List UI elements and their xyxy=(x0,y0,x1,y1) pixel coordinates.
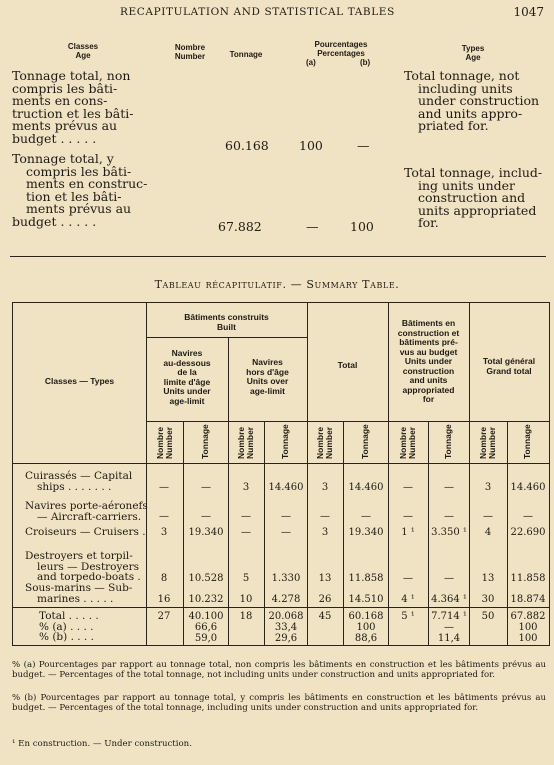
header-grand-total: Total général Grand total xyxy=(482,356,536,376)
table-cell: — xyxy=(201,482,211,493)
table-cell: — xyxy=(523,511,533,522)
totals-cell: 45 xyxy=(318,611,332,622)
table-cell: 26 xyxy=(318,594,332,605)
totals-cell: 100 xyxy=(518,622,538,633)
table-cell: — xyxy=(361,511,371,522)
subheader-tonnage: Tonnage xyxy=(442,424,453,459)
totals-cell: — xyxy=(444,622,454,633)
totals-cell: 11,4 xyxy=(437,633,461,644)
summary-table xyxy=(12,302,550,646)
header-under-age: Navires au-dessous de la limite d'âge Units under age-limit xyxy=(163,348,211,406)
table-cell: — xyxy=(403,573,413,584)
row-label: Destroyers et torpil- leurs — Destroyers and torpedo-boats . xyxy=(25,550,141,583)
top-row-2-pct-b: 100 xyxy=(350,219,374,234)
top-header-classes: Classes Age xyxy=(67,42,99,60)
table-cell: 10 xyxy=(239,594,253,605)
table-cell: — xyxy=(281,527,291,538)
table-cell: — xyxy=(159,482,169,493)
table-cell: 3 xyxy=(160,527,168,538)
table-cell: 13 xyxy=(481,573,495,584)
subheader-number: Nombre Number xyxy=(315,426,334,459)
totals-cell: 40.100 xyxy=(188,611,224,622)
table-cell: 3 xyxy=(321,527,329,538)
top-row-1-pct-b: — xyxy=(357,138,370,153)
totals-cell: 67.882 xyxy=(510,611,546,622)
section-divider xyxy=(10,256,546,257)
table-cell: — xyxy=(281,511,291,522)
footnote-a: % (a) Pourcentages par rapport au tonnage total, non compris les bâtiments en construction et les bâtiments prévus au budget. — Percentages of the total tonnage, not including units under construction and units appropriated for. xyxy=(12,660,546,680)
table-cell: 1.330 xyxy=(271,573,301,584)
totals-cell: 59,0 xyxy=(194,633,218,644)
table-cell: 3 xyxy=(321,482,329,493)
header-classes-types: Classes — Types xyxy=(44,376,115,386)
totals-cell: 5 ¹ xyxy=(401,611,415,622)
subheader-number: Nombre Number xyxy=(154,426,174,459)
table-cell: 3 xyxy=(242,482,250,493)
table-cell: 19.340 xyxy=(188,527,224,538)
totals-cell: 100 xyxy=(356,622,376,633)
totals-cell: 66,6 xyxy=(194,622,218,633)
table-cell: — xyxy=(444,573,454,584)
table-cell: 4.278 xyxy=(271,594,301,605)
subheader-number: Nombre Number xyxy=(478,426,497,459)
table-cell: 14.510 xyxy=(348,594,384,605)
summary-title: Tableau récapitulatif. — Summary Table. xyxy=(154,278,400,291)
totals-cell: 29,6 xyxy=(274,633,298,644)
top-row-2-label: Tonnage total, y compris les bâti- ments en construc- tion et les bâti- ments prévus au budget . . . . . xyxy=(12,151,148,229)
totals-cell: 88,6 xyxy=(354,633,378,644)
table-hline xyxy=(146,337,307,338)
page-number: 1047 xyxy=(513,5,544,19)
table-cell: — xyxy=(444,511,454,522)
table-cell: 5 xyxy=(242,573,250,584)
top-header-number: Nombre Number xyxy=(174,43,206,61)
table-cell: 3.350 ¹ xyxy=(431,527,467,538)
table-cell: — xyxy=(444,482,454,493)
top-row-2-english: Total tonnage, includ- ing units under construction and units appropriated for. xyxy=(404,165,543,230)
top-header-tonnage: Tonnage xyxy=(229,50,263,59)
table-cell: 4 xyxy=(484,527,492,538)
table-cell: 4 ¹ xyxy=(401,594,415,605)
table-cell: 19.340 xyxy=(348,527,384,538)
table-cell: 13 xyxy=(318,573,332,584)
table-cell: — xyxy=(403,482,413,493)
footnote-under-construction: ¹ En construction. — Under construction. xyxy=(12,739,192,749)
table-hline xyxy=(146,421,549,422)
table-cell: 10.528 xyxy=(188,573,224,584)
top-row-1-pct-a: 100 xyxy=(299,138,323,153)
row-label: Cuirassés — Capital ships . . . . . . . xyxy=(25,470,133,493)
row-label: Croiseurs — Cruisers . xyxy=(25,526,146,538)
top-header-percentages: Pourcentages Percentages (a) (b) xyxy=(306,40,371,67)
table-cell: — xyxy=(403,511,413,522)
row-label: Sous-marins — Sub- marines . . . . . xyxy=(25,582,133,605)
top-row-1-english: Total tonnage, not including units under construction and units appro- priated for. xyxy=(404,68,540,133)
table-cell: — xyxy=(201,511,211,522)
top-row-1 xyxy=(0,68,554,153)
table-cell: 11.858 xyxy=(348,573,384,584)
table-cell: 3 xyxy=(484,482,492,493)
subheader-number: Nombre Number xyxy=(236,426,255,459)
table-cell: 30 xyxy=(481,594,495,605)
table-cell: 10.232 xyxy=(188,594,224,605)
subheader-tonnage: Tonnage xyxy=(199,424,210,459)
totals-cell: 18 xyxy=(239,611,253,622)
totals-cell: 7.714 ¹ xyxy=(431,611,467,622)
table-hline xyxy=(13,463,549,464)
header-over-age: Navires hors d'âge Units over age-limit xyxy=(246,357,289,396)
totals-label: Total . . . . . % (a) . . . . % (b) . . . . xyxy=(39,610,99,643)
table-cell: 16 xyxy=(157,594,171,605)
subheader-number: Nombre Number xyxy=(398,426,417,459)
table-hline xyxy=(13,607,549,608)
totals-cell: 20.068 xyxy=(268,611,304,622)
footnote-b: % (b) Pourcentages par rapport au tonnage total, y compris les bâtiments en construction et les bâtiments prévus au budget. — Percentages of the total tonnage, including units under construction and units appropriated for. xyxy=(12,693,546,713)
subheader-tonnage: Tonnage xyxy=(522,424,532,459)
table-cell: 11.858 xyxy=(510,573,546,584)
header-built: Bâtiments construits Built xyxy=(184,312,269,332)
table-cell: — xyxy=(241,527,251,538)
table-cell: — xyxy=(159,511,169,522)
subheader-tonnage: Tonnage xyxy=(359,424,370,459)
table-cell: 18.874 xyxy=(510,594,546,605)
table-cell: 14.460 xyxy=(268,482,304,493)
top-row-2-pct-a: — xyxy=(306,219,319,234)
table-cell: 4.364 ¹ xyxy=(431,594,467,605)
top-header-types: Types Age xyxy=(461,44,485,62)
table-cell: 14.460 xyxy=(348,482,384,493)
header-under-construction: Bâtiments en construction et bâtiments pré- vus au budget Units under construction and units appropriated for xyxy=(397,318,460,404)
table-cell: — xyxy=(241,511,251,522)
top-row-1-label: Tonnage total, non compris les bâti- ments en cons- truction et les bâti- ments prévus au budget . . . . . xyxy=(12,68,134,146)
running-title: RECAPITULATION AND STATISTICAL TABLES xyxy=(120,6,395,18)
totals-cell: 27 xyxy=(157,611,171,622)
top-row-2 xyxy=(0,153,554,238)
table-cell: 8 xyxy=(160,573,168,584)
table-cell: 14.460 xyxy=(510,482,546,493)
row-label: Navires porte-aéronefs — Aircraft-carriers. xyxy=(25,500,148,523)
table-cell: — xyxy=(320,511,330,522)
header-total: Total xyxy=(337,360,358,370)
table-cell: 22.690 xyxy=(510,527,546,538)
totals-cell: 60.168 xyxy=(348,611,384,622)
table-cell: 1 ¹ xyxy=(401,527,415,538)
top-row-1-tonnage: 60.168 xyxy=(225,138,269,153)
table-cell: — xyxy=(483,511,493,522)
top-row-2-tonnage: 67.882 xyxy=(218,219,262,234)
totals-cell: 33,4 xyxy=(274,622,298,633)
subheader-tonnage: Tonnage xyxy=(279,424,290,459)
totals-cell: 50 xyxy=(481,611,495,622)
totals-cell: 100 xyxy=(518,633,538,644)
